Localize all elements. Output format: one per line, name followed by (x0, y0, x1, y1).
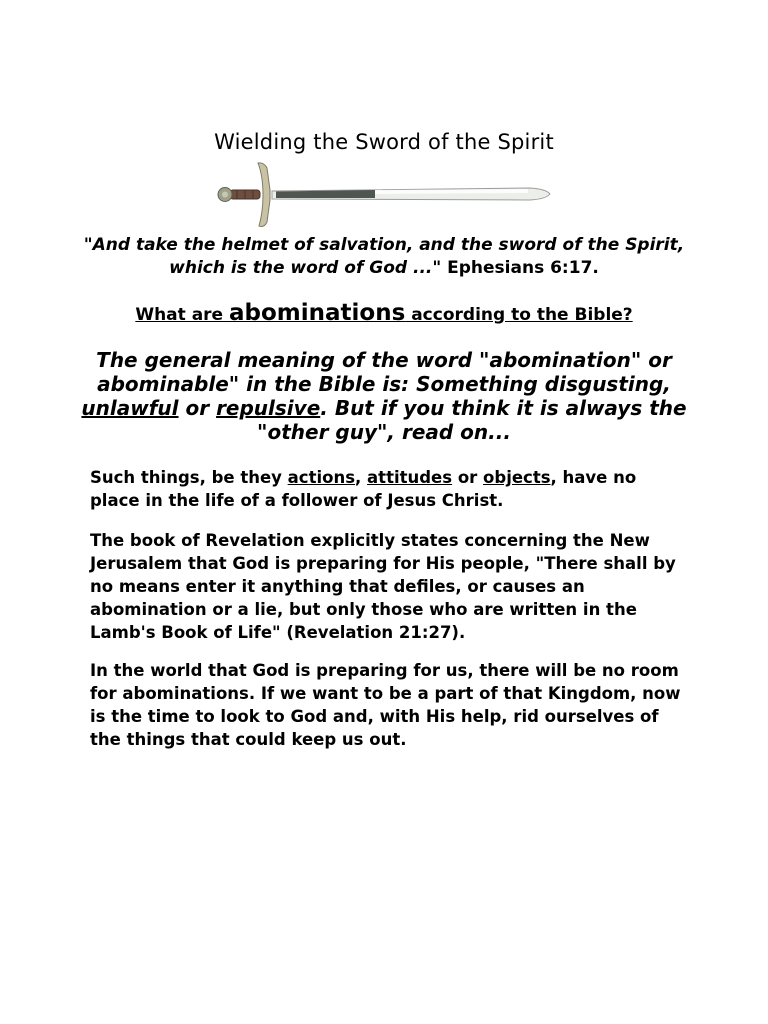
scripture-quote (80, 234, 688, 280)
definition-word-repulsive: repulsive (216, 396, 321, 420)
section-heading (0, 300, 768, 326)
paragraph-3: In the world that God is preparing for us, there will be no room for abominations. If we want to be a part of that Kingdom, now is the time to look to God and, with His help, rid ourselves of the things that could keep us out. (90, 661, 681, 749)
quote-reference: Ephesians 6:17. (441, 258, 599, 278)
definition-part-2: or (178, 396, 217, 420)
page-title: Wielding the Sword of the Spirit (214, 130, 554, 154)
p1-sep-1: , (355, 468, 368, 487)
p1-word-objects: objects (483, 468, 551, 487)
heading-emphasis: abominations (229, 300, 406, 326)
quote-text: And take the helmet of salvation, and the sword of the Spirit, which is the word of God ... (92, 235, 685, 278)
heading-after: according to the Bible? (405, 305, 633, 325)
p1-sep-2: or (452, 468, 484, 487)
paragraph-2: The book of Revelation explicitly states concerning the New Jerusalem that God is preparing for His people, "There shall by no means enter it anything that defiles, or causes an abomination or a lie, but only those who are written in the Lamb's Book of Life" (Revelation 21:27). (90, 531, 676, 642)
p1-part-2: , have no place in the life of a follower of Jesus Christ. (90, 468, 637, 510)
definition-part-1: The general meaning of the word "abomination" or abominable" in the Bible is: Something disgusting, (96, 348, 672, 396)
definition-part-3: . But if you think it is always the "other guy", read on... (257, 396, 687, 444)
definition-word-unlawful: unlawful (81, 396, 179, 420)
paragraph-1 (90, 466, 690, 512)
quote-open-mark: " (83, 235, 93, 255)
p1-word-actions: actions (287, 468, 356, 487)
definition-text (80, 348, 688, 444)
p1-part-1: Such things, be they (90, 468, 288, 487)
quote-close-mark: " (432, 258, 442, 278)
heading-before: What are (135, 305, 230, 325)
p1-word-attitudes: attitudes (367, 468, 453, 487)
sword-image (210, 160, 555, 230)
